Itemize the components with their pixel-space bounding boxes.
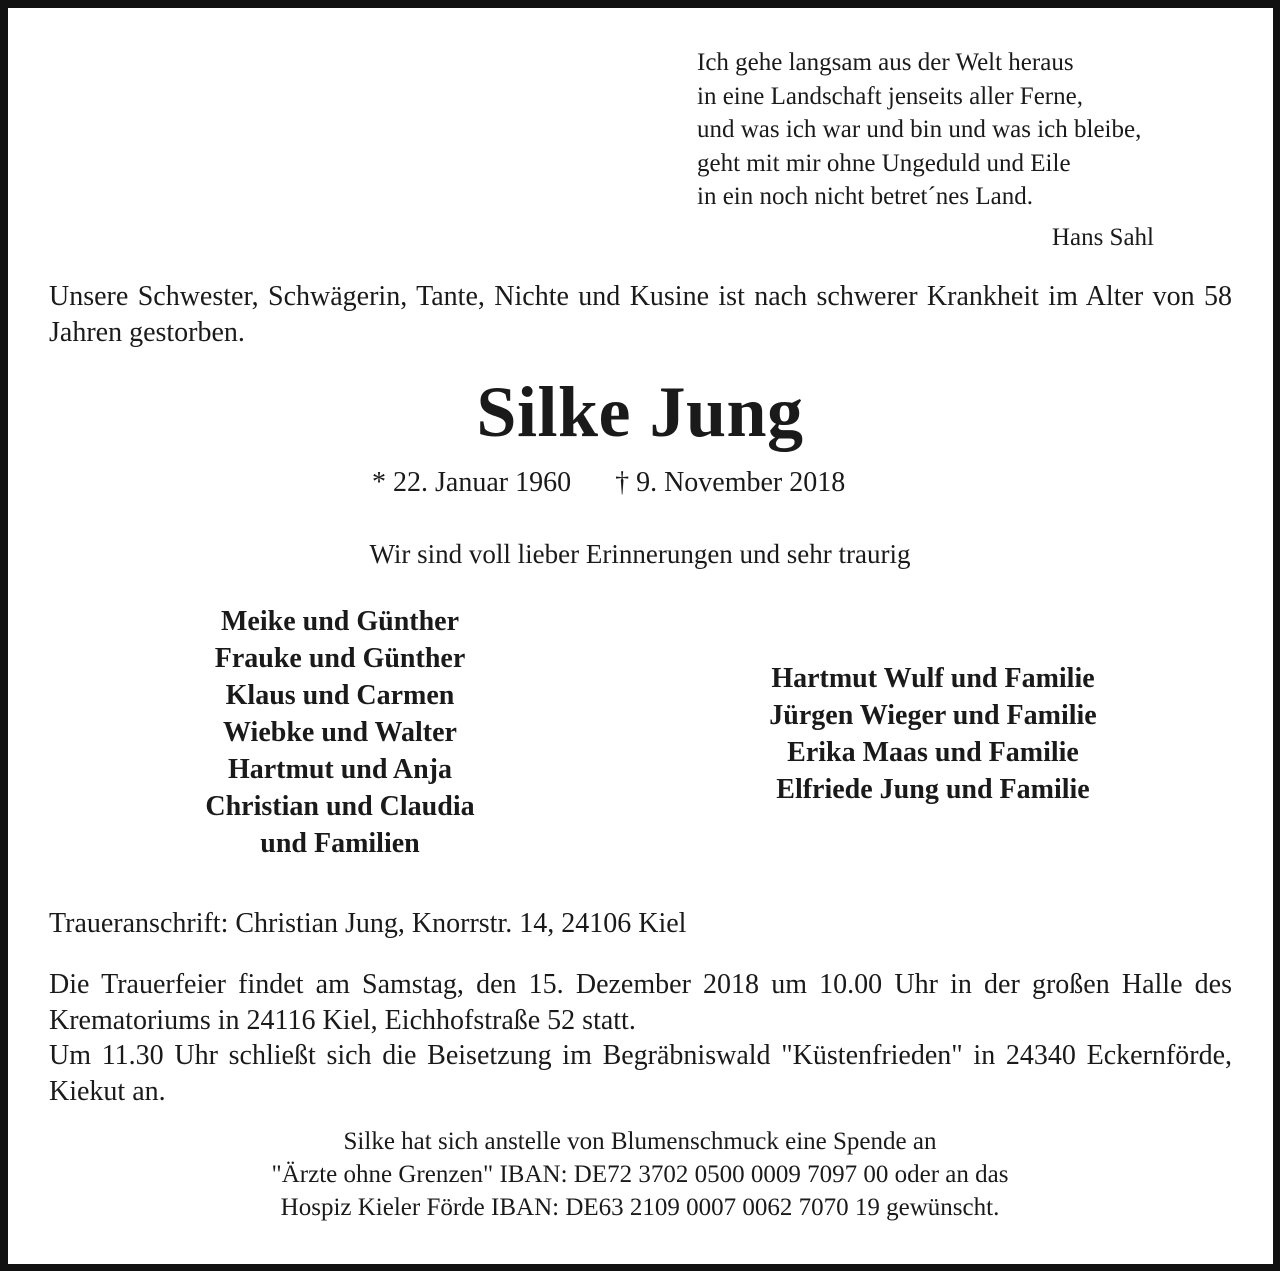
mourner-name: Jürgen Wieger und Familie	[769, 700, 1097, 731]
mourner-name: Christian und Claudia	[205, 791, 475, 822]
mourner-name: Klaus und Carmen	[225, 680, 455, 711]
mourners-right	[708, 660, 1158, 808]
mourner-name: Meike und Günther	[220, 606, 460, 637]
mourner-name: Frauke und Günther	[214, 643, 466, 674]
poem-line: in eine Landschaft jenseits aller Ferne,	[697, 82, 1083, 110]
donation-line: "Ärzte ohne Grenzen" IBAN: DE72 3702 0500 0009 7097 00 oder an das	[271, 1161, 1009, 1188]
mourner-name: Hartmut Wulf und Familie	[771, 663, 1095, 694]
mourner-name: Hartmut und Anja	[227, 754, 453, 785]
donation-note	[0, 1125, 1280, 1224]
mourner-name: Wiebke und Walter	[223, 717, 457, 748]
donation-line: Silke hat sich anstelle von Blumenschmuck eine Spende an	[343, 1128, 937, 1155]
birth-date: * 22. Januar 1960	[372, 467, 572, 498]
intro-text: Unsere Schwester, Schwägerin, Tante, Nichte und Kusine ist nach schwerer Krankheit im Alter von 58 Jahren gestorben.	[49, 281, 1232, 348]
poem	[697, 46, 1217, 214]
mourner-name: Erika Maas und Familie	[787, 737, 1079, 768]
poem-line: und was ich war und bin und was ich bleibe,	[697, 116, 1142, 144]
poem-line: in ein noch nicht betret´nes Land.	[697, 183, 1033, 211]
mourners-left	[140, 603, 540, 862]
poem-line: Ich gehe langsam aus der Welt heraus	[697, 49, 1074, 76]
deceased-name: Silke Jung	[476, 372, 804, 452]
mourner-name: und Familien	[260, 828, 420, 859]
mourning-address: Traueranschrift: Christian Jung, Knorrstr. 14, 24106 Kiel	[49, 908, 687, 939]
death-date: † 9. November 2018	[615, 467, 846, 498]
mourner-name: Elfriede Jung und Familie	[776, 774, 1090, 805]
ceremony-paragraph: Die Trauerfeier findet am Samstag, den 15. Dezember 2018 um 10.00 Uhr in der großen Halle des Krematoriums in 24116 Kiel, Eichhofstraße 52 statt.	[49, 969, 1232, 1036]
burial-paragraph: Um 11.30 Uhr schließt sich die Beisetzung im Begräbniswald "Küstenfrieden" in 24340 Eckernförde, Kiekut an.	[49, 1040, 1232, 1107]
ceremony-info	[49, 967, 1232, 1109]
poem-line: geht mit mir ohne Ungeduld und Eile	[697, 149, 1071, 177]
poem-author: Hans Sahl	[1051, 224, 1154, 251]
life-dates	[372, 466, 845, 500]
donation-line: Hospiz Kieler Förde IBAN: DE63 2109 0007 0062 7070 19 gewünscht.	[280, 1194, 1000, 1221]
sorrow-line: Wir sind voll lieber Erinnerungen und sehr traurig	[369, 539, 911, 569]
